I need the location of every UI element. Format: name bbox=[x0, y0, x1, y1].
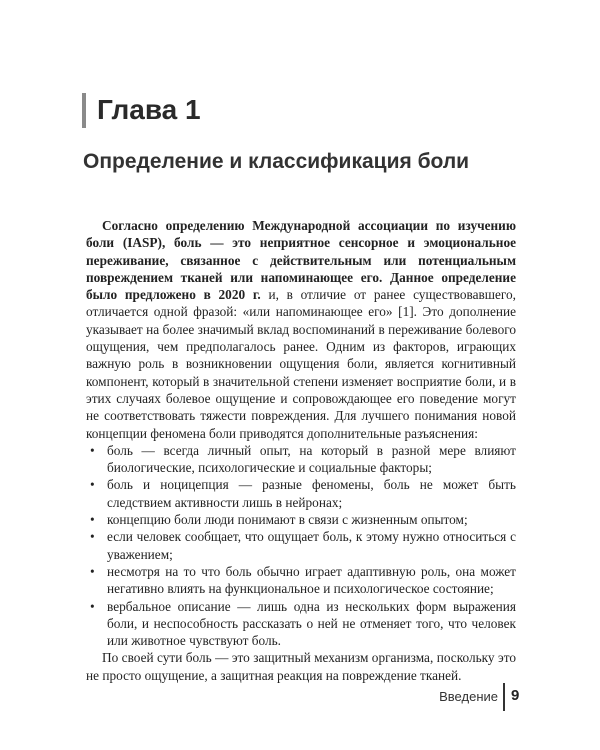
footer-divider bbox=[503, 683, 505, 711]
bullet-text: вербальное описание — лишь одна из нескольких форм выражения боли, и неспособность рассказать о ней не отменяет того, что человек или животное чувствуют боль. bbox=[107, 598, 516, 649]
bullet-item bbox=[86, 528, 516, 563]
intro-bold-text: Согласно определению Международной ассоциации по изучению боли (IASP), боль — это неприятное сенсорное и эмоциональное переживание, связанное с действительным или потенциальным повреждением тканей или напоминающее его. Данное определение было предложено в 2020 г. bbox=[86, 218, 516, 303]
page-number: 9 bbox=[511, 687, 520, 704]
bullet-marker: • bbox=[90, 477, 95, 493]
bullet-item bbox=[86, 442, 516, 477]
closing-paragraph: По своей сути боль — это защитный механизм организма, поскольку это не просто ощущение, а защитная реакция на повреждение тканей. bbox=[86, 650, 516, 683]
footer-section-label: Введение bbox=[439, 689, 498, 704]
body-text bbox=[86, 217, 516, 684]
bullet-marker: • bbox=[90, 563, 95, 579]
page-footer bbox=[0, 683, 600, 713]
bullet-marker: • bbox=[90, 442, 95, 458]
bullet-item bbox=[86, 511, 516, 528]
bullet-text: боль и ноцицепция — разные феномены, боль не может быть следствием активности лишь в нейронах; bbox=[107, 477, 516, 510]
bullet-text: если человек сообщает, что ощущает боль, к этому нужно относиться с уважением; bbox=[107, 529, 516, 562]
bullet-text: боль — всегда личный опыт, на который в разной мере влияют биологические, психологические и социальные факторы; bbox=[107, 442, 516, 476]
intro-regular-text: и, в отличие от ранее существовавшего, отличается одной фразой: «или напоминающее его» [1]. Это дополнение указывает на более значимый вклад воспоминаний в переживание болевого ощущения, чем предполагалось ранее. Одним из факторов, играющих важную роль в возникновении ощущения боли, является когнитивный компонент, который в значительной степени изменяет восприятие боли, и в этих случаях болевое ощущение и сопровождающее его поведение могут не соответствовать тяжести повреждения. Для лучшего понимания новой концепции феномена боли приводятся дополнительные разъяснения: bbox=[86, 287, 516, 441]
bullet-item bbox=[86, 563, 516, 598]
bullet-marker: • bbox=[90, 512, 95, 528]
bullet-marker: • bbox=[90, 598, 95, 614]
chapter-title: Глава 1 bbox=[97, 94, 201, 125]
bullet-marker: • bbox=[90, 529, 95, 545]
intro-paragraph bbox=[86, 217, 516, 442]
chapter-accent-bar bbox=[82, 93, 86, 128]
bullet-list bbox=[86, 442, 516, 650]
chapter-subtitle: Определение и классификация боли bbox=[83, 150, 470, 173]
bullet-text: концепцию боли люди понимают в связи с жизненным опытом; bbox=[107, 512, 468, 528]
bullet-item bbox=[86, 476, 516, 511]
bullet-item bbox=[86, 598, 516, 650]
bullet-text: несмотря на то что боль обычно играет адаптивную роль, она может негативно влиять на функциональное и психологическое состояние; bbox=[107, 563, 516, 597]
